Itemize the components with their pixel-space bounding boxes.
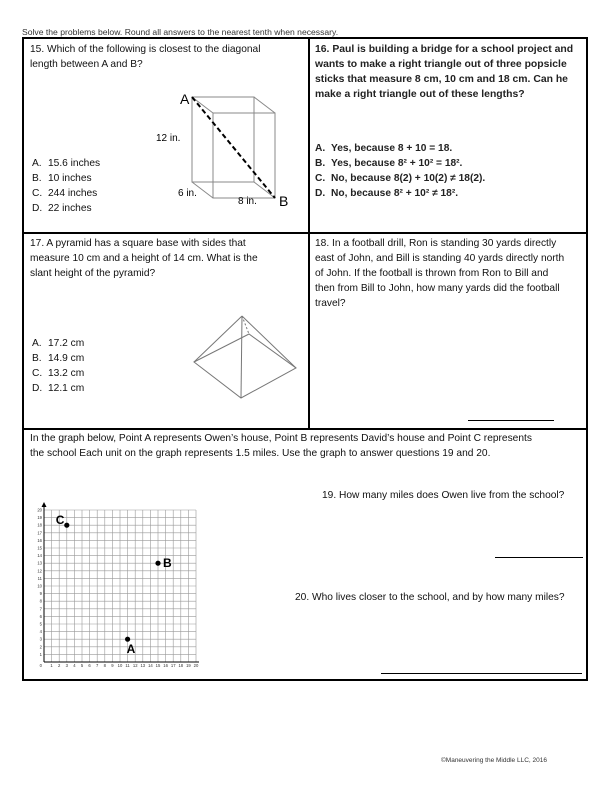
prism-label-a: A xyxy=(180,91,190,107)
point-a xyxy=(125,637,130,642)
q17-choice-a[interactable]: A. 17.2 cm xyxy=(32,338,85,349)
y-tick-label: 17 xyxy=(37,530,42,536)
x-tick-label: 6 xyxy=(88,663,91,668)
q15-choices xyxy=(32,156,100,216)
y-tick-label: 1 xyxy=(39,651,42,657)
y-tick-label: 4 xyxy=(39,629,42,635)
q16-choice-b[interactable]: B. Yes, because 8² + 10² = 18². xyxy=(315,158,463,169)
q15-choice-d[interactable]: D. 22 inches xyxy=(32,203,92,214)
q16-choice-c[interactable]: C. No, because 8(2) + 10(2) ≠ 18(2). xyxy=(315,173,486,184)
q16-prompt: 16. Paul is building a bridge for a school project and wants to make a right triangle out of three popsicle sticks that measure 8 cm, 10 cm and 18 cm. Can he make a right triangle out of these lengths? xyxy=(315,44,574,100)
point-label-c: C xyxy=(55,513,65,528)
x-tick-label: 14 xyxy=(148,663,153,668)
x-tick-label: 11 xyxy=(125,663,130,668)
q15-choice-a[interactable]: A. 15.6 inches xyxy=(32,158,101,169)
q15-choice-b[interactable]: B. 10 inches xyxy=(32,173,92,184)
column-divider xyxy=(308,39,310,430)
y-tick-label: 10 xyxy=(37,583,42,589)
x-tick-label: 10 xyxy=(117,663,123,668)
y-tick-label: 3 xyxy=(39,636,42,642)
q17-choice-b[interactable]: B. 14.9 cm xyxy=(32,353,85,364)
x-tick-label: 17 xyxy=(170,663,176,668)
q18-answer-line[interactable] xyxy=(468,420,554,421)
x-tick-label: 13 xyxy=(140,663,146,668)
y-tick-label: 11 xyxy=(37,575,42,581)
row-divider-2 xyxy=(24,428,586,430)
x-tick-label: 18 xyxy=(178,663,184,668)
y-tick-label: 7 xyxy=(39,606,42,612)
point-label-b: B xyxy=(163,556,172,571)
q17-choices xyxy=(32,336,84,396)
copyright: ©Maneuvering the Middle LLC, 2016 xyxy=(441,757,547,764)
prism-depth-label: 6 in. xyxy=(178,188,197,199)
q19-prompt: 19. How many miles does Owen live from the school? xyxy=(322,490,565,501)
x-tick-label: 4 xyxy=(73,663,76,668)
x-tick-label: 8 xyxy=(103,663,106,668)
x-tick-label: 9 xyxy=(111,663,114,668)
y-tick-label: 5 xyxy=(39,621,42,627)
x-tick-label: 19 xyxy=(186,663,191,668)
q15-choice-c[interactable]: C. 244 inches xyxy=(32,188,98,199)
x-tick-label: 15 xyxy=(155,663,161,668)
q17-prompt: 17. A pyramid has a square base with sides that measure 10 cm and a height of 14 cm. What is the slant height of the pyramid? xyxy=(30,238,258,279)
y-tick-label: 6 xyxy=(39,613,42,619)
y-axis-arrow xyxy=(42,502,47,507)
x-tick-label: 16 xyxy=(163,663,168,668)
q17-choice-d[interactable]: D. 12.1 cm xyxy=(32,383,85,394)
y-tick-label: 20 xyxy=(37,507,42,513)
y-tick-label: 9 xyxy=(39,591,42,597)
y-tick-label: 15 xyxy=(37,545,42,551)
instructions: Solve the problems below. Round all answers to the nearest tenth when necessary. xyxy=(22,27,339,37)
y-tick-label: 8 xyxy=(39,598,42,604)
y-tick-label: 2 xyxy=(39,644,42,650)
q20-answer-line[interactable] xyxy=(381,673,582,674)
prism-figure xyxy=(150,88,300,213)
y-tick-label: 13 xyxy=(37,560,42,566)
y-tick-label: 16 xyxy=(37,537,42,543)
x-tick-label: 3 xyxy=(65,663,68,668)
q20-prompt: 20. Who lives closer to the school, and by how many miles? xyxy=(295,592,565,603)
q19-answer-line[interactable] xyxy=(495,557,583,558)
q16-choices xyxy=(315,141,485,201)
coordinate-grid xyxy=(30,500,210,670)
pyramid-figure xyxy=(190,310,300,405)
x-tick-label: 7 xyxy=(96,663,99,668)
point-c xyxy=(64,523,69,528)
q16-choice-d[interactable]: D. No, because 8² + 10² ≠ 18². xyxy=(315,188,459,199)
graph-intro: In the graph below, Point A represents Owen’s house, Point B represents David’s house and Point C represents the school Each unit on the graph represents 1.5 miles. Use the graph to answer questions 19 and 20. xyxy=(30,433,532,459)
q17-choice-c[interactable]: C. 13.2 cm xyxy=(32,368,85,379)
q18-prompt: 18. In a football drill, Ron is standing 30 yards directly east of John, and Bill is standing 40 yards directly north of John. If the football is thrown from Ron to Bill and then from Bill to John, how many yards did the football travel? xyxy=(315,238,565,309)
point-b xyxy=(155,561,160,566)
origin-label: 0 xyxy=(39,663,42,668)
x-tick-label: 5 xyxy=(80,663,84,668)
x-tick-label: 20 xyxy=(193,663,199,668)
q15-prompt: 15. Which of the following is closest to the diagonal length between A and B? xyxy=(30,44,261,70)
prism-label-b: B xyxy=(279,193,289,209)
q16-choice-a[interactable]: A. Yes, because 8 + 10 = 18. xyxy=(315,143,453,154)
y-tick-label: 14 xyxy=(37,553,42,559)
y-tick-label: 19 xyxy=(37,515,42,521)
prism-width-label: 8 in. xyxy=(238,196,257,207)
row-divider-1 xyxy=(24,232,586,234)
y-tick-label: 18 xyxy=(37,522,42,528)
x-tick-label: 1 xyxy=(50,663,53,668)
y-tick-label: 12 xyxy=(37,568,42,574)
x-tick-label: 12 xyxy=(132,663,138,668)
prism-height-label: 12 in. xyxy=(156,133,181,144)
point-label-a: A xyxy=(126,642,136,657)
x-tick-label: 2 xyxy=(58,663,61,668)
